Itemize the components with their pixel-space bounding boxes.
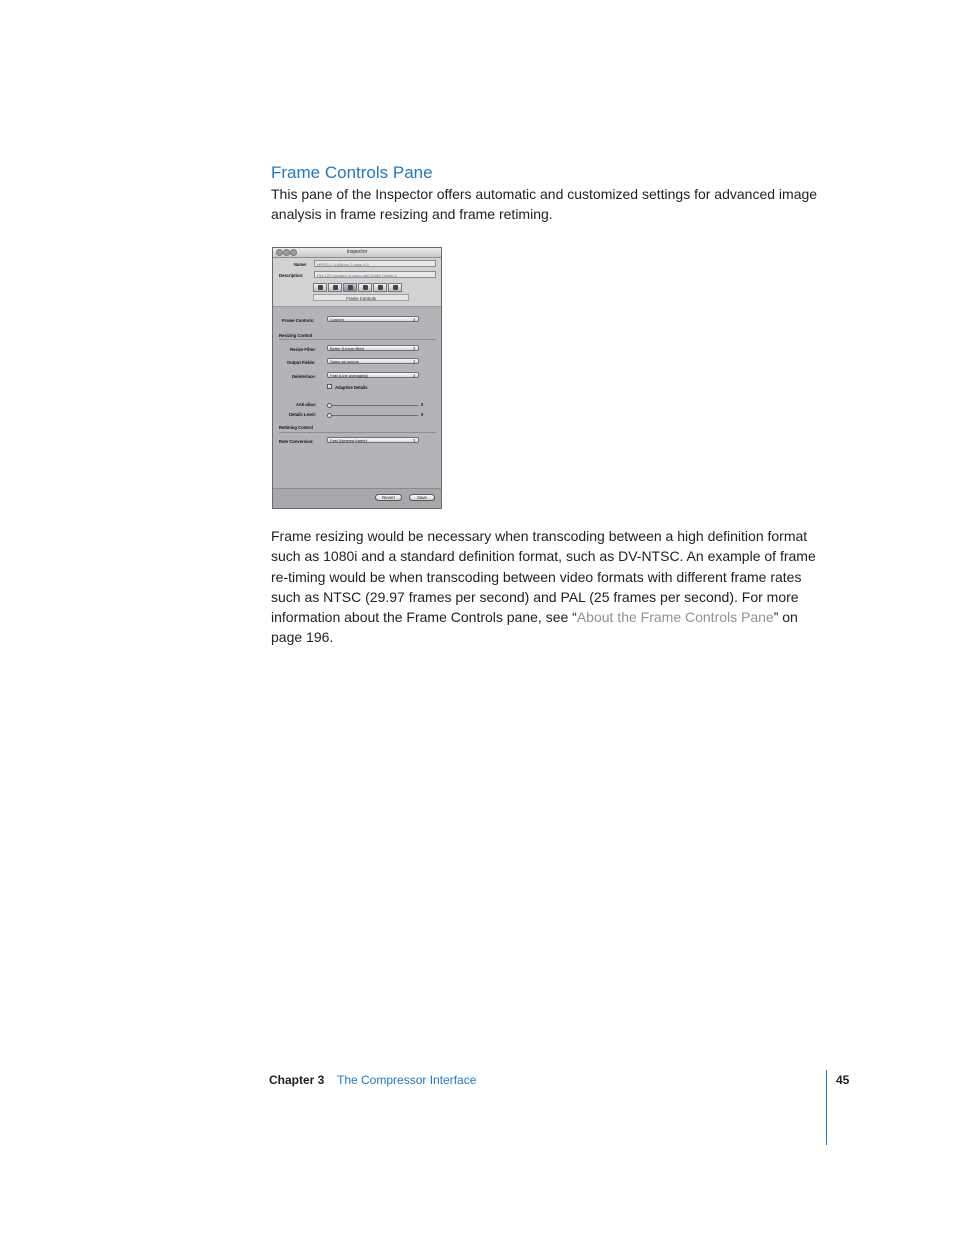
revert-button[interactable]: Revert	[375, 494, 402, 501]
retiming-separator	[279, 432, 436, 433]
footer-chapter: Chapter 3	[269, 1073, 325, 1087]
name-field[interactable]: MPEG-2 5.8Mbps 2-pass 4:3	[314, 260, 436, 267]
tab-icon-bar	[313, 283, 402, 292]
description-field[interactable]: Fits 120 minutes of video with Dolby Digital a	[314, 271, 436, 278]
resize-filter-value: Better (Linear filter)	[330, 346, 365, 351]
inspector-top-section	[273, 258, 441, 307]
resizing-separator	[279, 339, 436, 340]
body-paragraph	[271, 526, 831, 648]
anti-alias-label: Anti-alias:	[296, 402, 317, 407]
save-button[interactable]: Save	[409, 494, 435, 501]
inspector-title: Inspector	[346, 249, 368, 255]
inspector-screenshot	[272, 247, 442, 509]
rate-conversion-label: Rate Conversion:	[279, 439, 314, 444]
anti-alias-slider[interactable]	[329, 405, 418, 406]
deinterlace-label: Deinterlace:	[292, 374, 316, 379]
popup-arrow-icon: ⇕	[412, 346, 416, 351]
anti-alias-knob[interactable]	[327, 403, 332, 408]
page-number: 45	[836, 1073, 850, 1087]
footer-rule	[826, 1070, 827, 1145]
output-fields-value: Same as source	[330, 359, 359, 364]
frame-controls-label: Frame Controls:	[282, 318, 315, 323]
details-level-knob[interactable]	[327, 413, 332, 418]
deinterlace-value: Fast (Line averaging)	[330, 373, 368, 378]
resizing-control-header: Resizing Control	[279, 333, 313, 338]
active-tab-label: Frame Controls	[313, 294, 409, 301]
adaptive-details-checkbox[interactable]: ✓	[328, 384, 332, 389]
description-label: Description:	[279, 273, 304, 278]
adaptive-details-label: Adaptive Details	[335, 385, 368, 390]
anti-alias-value: 0	[421, 402, 424, 407]
filters-icon[interactable]	[358, 283, 372, 292]
popup-arrow-icon: ⇕	[412, 438, 416, 443]
resize-filter-popup[interactable]	[327, 345, 419, 351]
popup-arrow-icon: ⇕	[412, 359, 416, 364]
resize-filter-label: Resize Filter:	[290, 347, 317, 352]
details-level-slider[interactable]	[329, 415, 418, 416]
summary-icon[interactable]	[313, 283, 327, 292]
frame-controls-popup[interactable]	[327, 316, 419, 322]
inspector-titlebar	[273, 248, 441, 258]
body-text-end: ” on page 196.	[271, 609, 798, 646]
geometry-icon[interactable]	[373, 283, 387, 292]
rate-conversion-value: Fast (Nearest frame)	[330, 438, 367, 443]
inspector-bottom-bar	[273, 488, 441, 509]
output-fields-popup[interactable]	[327, 358, 419, 364]
details-level-label: Details Level:	[289, 412, 316, 417]
actions-icon[interactable]	[388, 283, 402, 292]
section-heading: Frame Controls Pane	[271, 163, 433, 182]
encoder-icon[interactable]	[328, 283, 342, 292]
output-fields-label: Output Fields:	[287, 360, 316, 365]
details-level-value: 0	[421, 412, 424, 417]
footer-chapter-title: The Compressor Interface	[337, 1073, 477, 1087]
deinterlace-popup[interactable]	[327, 372, 419, 378]
cross-reference-link[interactable]: About the Frame Controls Pane	[576, 609, 774, 626]
popup-arrow-icon: ⇕	[412, 373, 416, 378]
popup-arrow-icon: ⇕	[412, 317, 416, 322]
rate-conversion-popup[interactable]	[327, 437, 419, 443]
body-text-start: Frame resizing would be necessary when transcoding between a high definition format such as 1080i and a standard definition format, such as DV-NTSC. An example of frame re-timing would be when transcoding between video formats with different frame rates such as NTSC (29.97 frames per second) and PAL (25 frames per second). For more information about the Frame Controls pane, see “	[271, 528, 816, 626]
retiming-control-header: Retiming Control	[279, 425, 313, 430]
frame-controls-value: Custom	[330, 317, 344, 322]
frame-controls-icon[interactable]	[343, 283, 357, 292]
intro-paragraph: This pane of the Inspector offers automatic and customized settings for advanced image analysis in frame resizing and frame retiming.	[271, 186, 818, 223]
name-label: Name:	[294, 262, 307, 267]
